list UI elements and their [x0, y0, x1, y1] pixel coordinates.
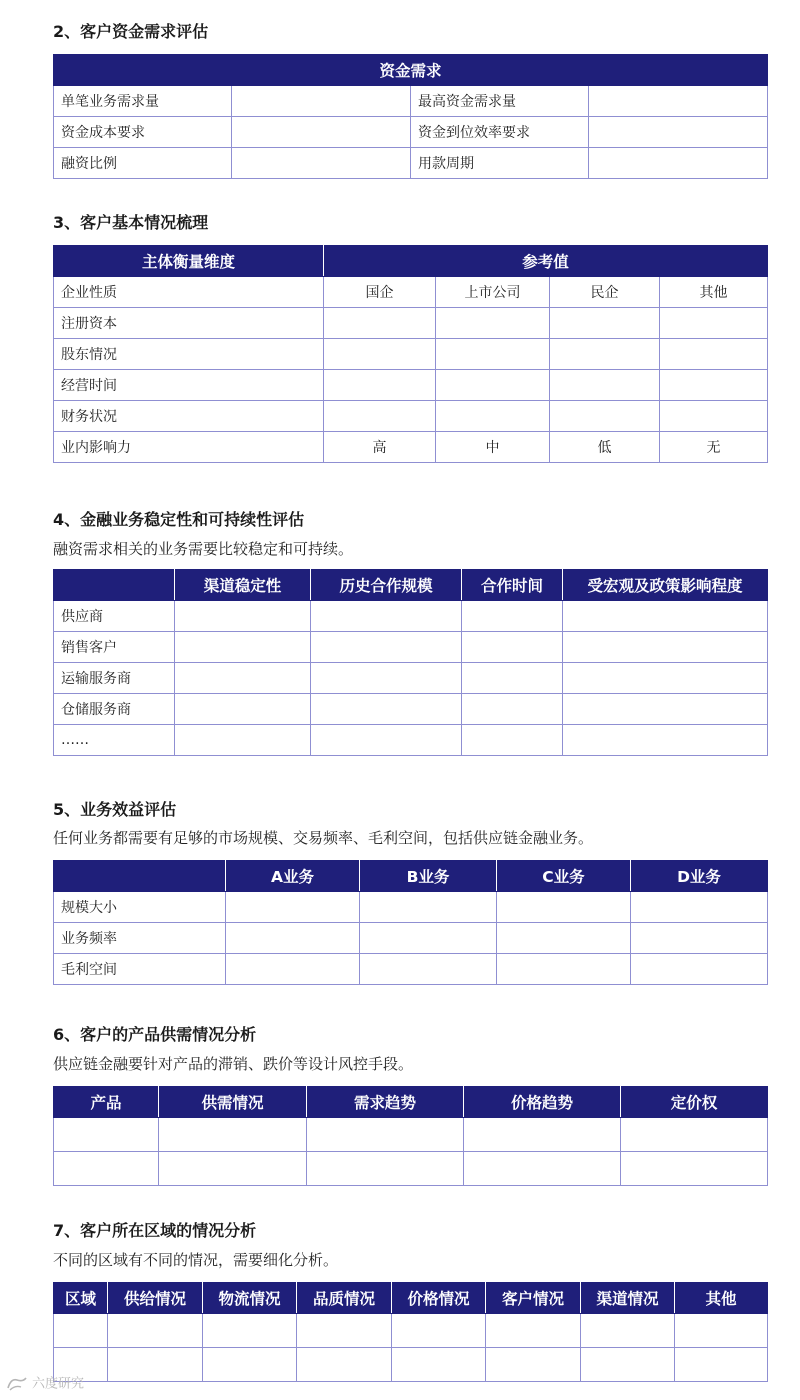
input-cell[interactable] — [486, 1314, 581, 1348]
input-cell[interactable] — [675, 1314, 768, 1348]
input-cell[interactable] — [563, 663, 768, 694]
input-cell[interactable] — [550, 401, 660, 432]
table-row — [54, 694, 768, 725]
input-cell[interactable] — [436, 339, 550, 370]
row-label: 仓储服务商 — [54, 694, 175, 725]
input-cell[interactable] — [159, 1152, 307, 1186]
table-header: 其他 — [675, 1283, 768, 1314]
row-label: 用款周期 — [411, 148, 589, 179]
row-label: 融资比例 — [54, 148, 232, 179]
row-label: 最高资金需求量 — [411, 86, 589, 117]
section-5-title: 5、业务效益评估 — [53, 800, 177, 819]
input-cell[interactable] — [464, 1152, 621, 1186]
row-label: 财务状况 — [54, 401, 324, 432]
input-cell[interactable] — [232, 86, 411, 117]
row-label: 企业性质 — [54, 277, 324, 308]
table-row — [54, 148, 768, 179]
table-row — [54, 601, 768, 632]
option-cell[interactable]: 国企 — [324, 277, 436, 308]
option-cell[interactable]: 高 — [324, 432, 436, 463]
option-cell[interactable]: 低 — [550, 432, 660, 463]
table-row — [54, 725, 768, 756]
option-cell[interactable]: 民企 — [550, 277, 660, 308]
input-cell[interactable] — [589, 86, 768, 117]
input-cell[interactable] — [497, 954, 631, 985]
input-cell[interactable] — [54, 1314, 108, 1348]
input-cell[interactable] — [581, 1348, 675, 1382]
table-header: 受宏观及政策影响程度 — [563, 570, 768, 601]
table-header: 渠道稳定性 — [175, 570, 311, 601]
row-label: 股东情况 — [54, 339, 324, 370]
input-cell[interactable] — [589, 117, 768, 148]
input-cell[interactable] — [360, 923, 497, 954]
table-header — [54, 861, 226, 892]
section-7-note: 不同的区域有不同的情况，需要细化分析。 — [53, 1251, 339, 1269]
input-cell[interactable] — [54, 1152, 159, 1186]
input-cell[interactable] — [226, 923, 360, 954]
row-label: 经营时间 — [54, 370, 324, 401]
section-4-title: 4、金融业务稳定性和可持续性评估 — [53, 510, 305, 529]
input-cell[interactable] — [203, 1348, 297, 1382]
input-cell[interactable] — [436, 401, 550, 432]
input-cell[interactable] — [108, 1314, 203, 1348]
row-label: 资金成本要求 — [54, 117, 232, 148]
table-row — [54, 117, 768, 148]
input-cell[interactable] — [462, 632, 563, 663]
table-row — [54, 632, 768, 663]
input-cell[interactable] — [232, 117, 411, 148]
input-cell[interactable] — [660, 308, 768, 339]
input-cell[interactable] — [311, 632, 462, 663]
input-cell[interactable] — [307, 1152, 464, 1186]
section-6-note: 供应链金融要针对产品的滞销、跌价等设计风控手段。 — [53, 1055, 414, 1073]
input-cell[interactable] — [660, 401, 768, 432]
table-row — [54, 892, 768, 923]
input-cell[interactable] — [324, 370, 436, 401]
row-label: 资金到位效率要求 — [411, 117, 589, 148]
table-row — [54, 954, 768, 985]
row-label: 规模大小 — [54, 892, 226, 923]
input-cell[interactable] — [581, 1314, 675, 1348]
table-row — [54, 432, 768, 463]
input-cell[interactable] — [486, 1348, 581, 1382]
input-cell[interactable] — [563, 725, 768, 756]
input-cell[interactable] — [360, 954, 497, 985]
input-cell[interactable] — [311, 725, 462, 756]
input-cell[interactable] — [563, 632, 768, 663]
input-cell[interactable] — [550, 308, 660, 339]
table-row — [54, 339, 768, 370]
table-header: 价格情况 — [392, 1283, 486, 1314]
table-row — [54, 277, 768, 308]
table-header: 主体衡量维度 — [54, 246, 324, 277]
input-cell[interactable] — [297, 1314, 392, 1348]
section-6-title: 6、客户的产品供需情况分析 — [53, 1025, 257, 1044]
watermark-text: 六度研究 — [32, 1376, 85, 1392]
input-cell[interactable] — [311, 694, 462, 725]
table-header: 资金需求 — [54, 55, 768, 86]
input-cell[interactable] — [550, 370, 660, 401]
input-cell[interactable] — [175, 601, 311, 632]
input-cell[interactable] — [175, 725, 311, 756]
input-cell[interactable] — [563, 694, 768, 725]
logo-icon — [6, 1376, 28, 1392]
input-cell[interactable] — [660, 339, 768, 370]
input-cell[interactable] — [311, 601, 462, 632]
input-cell[interactable] — [175, 663, 311, 694]
table-row — [54, 663, 768, 694]
table-header: 客户情况 — [486, 1283, 581, 1314]
table-header: C业务 — [497, 861, 631, 892]
input-cell[interactable] — [324, 339, 436, 370]
input-cell[interactable] — [324, 308, 436, 339]
table-header — [54, 570, 175, 601]
input-cell[interactable] — [436, 370, 550, 401]
option-cell[interactable]: 无 — [660, 432, 768, 463]
table-row — [54, 1314, 768, 1348]
section-2-title: 2、客户资金需求评估 — [53, 22, 209, 41]
capital-demand-table — [53, 54, 768, 179]
table-header: 历史合作规模 — [311, 570, 462, 601]
section-5-note: 任何业务都需要有足够的市场规模、交易频率、毛利空间，包括供应链金融业务。 — [53, 829, 594, 847]
table-header: 品质情况 — [297, 1283, 392, 1314]
table-header: 合作时间 — [462, 570, 563, 601]
table-header: B业务 — [360, 861, 497, 892]
table-header: 需求趋势 — [307, 1087, 464, 1118]
row-label: 销售客户 — [54, 632, 175, 663]
input-cell[interactable] — [232, 148, 411, 179]
input-cell[interactable] — [497, 923, 631, 954]
benefit-table — [53, 860, 768, 985]
basic-info-table — [53, 245, 768, 463]
input-cell[interactable] — [311, 663, 462, 694]
option-cell[interactable]: 中 — [436, 432, 550, 463]
row-label: 毛利空间 — [54, 954, 226, 985]
table-row — [54, 370, 768, 401]
input-cell[interactable] — [226, 954, 360, 985]
row-label: 供应商 — [54, 601, 175, 632]
row-label: …… — [54, 725, 175, 756]
input-cell[interactable] — [203, 1314, 297, 1348]
input-cell[interactable] — [462, 694, 563, 725]
input-cell[interactable] — [159, 1118, 307, 1152]
table-row — [54, 1118, 768, 1152]
row-label: 业务频率 — [54, 923, 226, 954]
table-header: 产品 — [54, 1087, 159, 1118]
input-cell[interactable] — [631, 892, 768, 923]
table-header: 参考值 — [324, 246, 768, 277]
table-header: 供给情况 — [108, 1283, 203, 1314]
watermark — [6, 1376, 84, 1393]
input-cell[interactable] — [462, 663, 563, 694]
option-cell[interactable]: 上市公司 — [436, 277, 550, 308]
table-row — [54, 923, 768, 954]
table-header: 区域 — [54, 1283, 108, 1314]
input-cell[interactable] — [360, 892, 497, 923]
input-cell[interactable] — [175, 694, 311, 725]
row-label: 业内影响力 — [54, 432, 324, 463]
input-cell[interactable] — [675, 1348, 768, 1382]
input-cell[interactable] — [589, 148, 768, 179]
table-row — [54, 1152, 768, 1186]
input-cell[interactable] — [563, 601, 768, 632]
input-cell[interactable] — [550, 339, 660, 370]
input-cell[interactable] — [631, 954, 768, 985]
region-table — [53, 1282, 768, 1382]
input-cell[interactable] — [621, 1118, 768, 1152]
input-cell[interactable] — [392, 1314, 486, 1348]
input-cell[interactable] — [462, 725, 563, 756]
section-4-note: 融资需求相关的业务需要比较稳定和可持续。 — [53, 540, 354, 558]
stability-table — [53, 569, 768, 756]
table-header: A业务 — [226, 861, 360, 892]
table-header: D业务 — [631, 861, 768, 892]
input-cell[interactable] — [621, 1152, 768, 1186]
table-header: 供需情况 — [159, 1087, 307, 1118]
row-label: 单笔业务需求量 — [54, 86, 232, 117]
row-label: 运输服务商 — [54, 663, 175, 694]
input-cell[interactable] — [108, 1348, 203, 1382]
table-row — [54, 401, 768, 432]
input-cell[interactable] — [436, 308, 550, 339]
input-cell[interactable] — [660, 370, 768, 401]
input-cell[interactable] — [54, 1118, 159, 1152]
input-cell[interactable] — [307, 1118, 464, 1152]
supply-demand-table — [53, 1086, 768, 1186]
table-row — [54, 308, 768, 339]
table-row — [54, 1348, 768, 1382]
input-cell[interactable] — [631, 923, 768, 954]
input-cell[interactable] — [497, 892, 631, 923]
table-header: 渠道情况 — [581, 1283, 675, 1314]
section-3-title: 3、客户基本情况梳理 — [53, 213, 209, 232]
input-cell[interactable] — [175, 632, 311, 663]
input-cell[interactable] — [464, 1118, 621, 1152]
section-7-title: 7、客户所在区域的情况分析 — [53, 1221, 257, 1240]
input-cell[interactable] — [226, 892, 360, 923]
option-cell[interactable]: 其他 — [660, 277, 768, 308]
row-label: 注册资本 — [54, 308, 324, 339]
input-cell[interactable] — [297, 1348, 392, 1382]
input-cell[interactable] — [462, 601, 563, 632]
table-row — [54, 86, 768, 117]
input-cell[interactable] — [324, 401, 436, 432]
table-header: 定价权 — [621, 1087, 768, 1118]
input-cell[interactable] — [392, 1348, 486, 1382]
table-header: 价格趋势 — [464, 1087, 621, 1118]
table-header: 物流情况 — [203, 1283, 297, 1314]
